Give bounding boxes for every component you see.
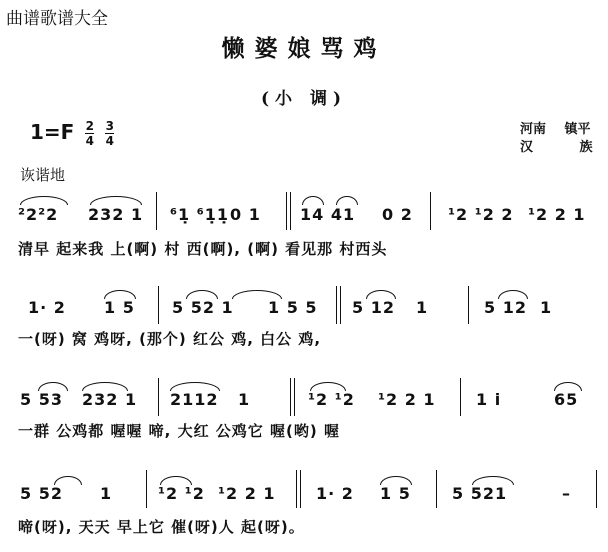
note-group: ¹2 2 1 (218, 484, 276, 503)
note-group: 1 (100, 484, 113, 503)
time-signature-2-4 (85, 120, 94, 147)
origin-ethnic: 汉 (520, 140, 534, 155)
note-group: ¹2 2 1 (378, 390, 436, 409)
origin-place: 河南 (520, 122, 547, 137)
note-group: ¹2 ¹2 2 (448, 205, 514, 224)
tempo-marking: 诙谐地 (20, 166, 66, 184)
note-group: 1 5 (380, 484, 411, 503)
origin-collector: 镇平 (564, 122, 591, 137)
lyrics-line-1: 清早 起来我 上(啊) 村 西(啊), (啊) 看见那 村西头 (18, 240, 388, 258)
key-text: 1=F (30, 120, 75, 144)
note-group: 5 12 (484, 298, 527, 317)
song-subtitle: (小 调) (260, 89, 347, 109)
note-group: 2112 (170, 390, 219, 409)
key-signature (30, 120, 114, 147)
origin-line-1 (520, 118, 591, 137)
note-group: 5 12 (352, 298, 395, 317)
note-group: 1· 2 (28, 298, 66, 317)
note-group: ⁶1̣ ⁶1̣1̣ (170, 205, 229, 224)
note-group: 5 53 (20, 390, 63, 409)
origin-ethnic-suffix: 族 (579, 140, 593, 155)
lyrics-line-2: 一(呀) 窝 鸡呀, (那个) 红公 鸡, 白公 鸡, (18, 330, 322, 348)
note-group: 1 5 (104, 298, 135, 317)
note-group: 1 (540, 298, 553, 317)
note-group: 0 2 (382, 205, 413, 224)
lyrics-line-4: 啼(呀), 天天 早上它 催(呀)人 起(呀)。 (18, 518, 305, 536)
note-group: 1 (416, 298, 429, 317)
note-group: ²2²2 (18, 205, 59, 224)
note-group: 1 i (476, 390, 502, 409)
note-group: 1 (238, 390, 251, 409)
note-group: ¹2 2 1 (528, 205, 586, 224)
note-group: – (562, 484, 571, 503)
note-group: 5 52 1 (172, 298, 234, 317)
note-group: 65 (554, 390, 579, 409)
site-name: 曲谱歌谱大全 (6, 9, 108, 29)
note-group: 1 5 5 (268, 298, 318, 317)
note-group: 5 521 (452, 484, 508, 503)
note-group: 232 1 (88, 205, 144, 224)
note-group: ¹2 ¹2 (308, 390, 355, 409)
note-group: 0 1 (230, 205, 261, 224)
note-group: 14 41 (300, 205, 356, 224)
time-den: 4 (105, 134, 114, 148)
lyrics-line-3: 一群 公鸡都 喔喔 啼, 大红 公鸡它 喔(哟) 喔 (18, 422, 340, 440)
song-title: 懒婆娘骂鸡 (221, 35, 387, 62)
time-num: 2 (85, 119, 94, 133)
time-num: 3 (105, 119, 114, 133)
time-signature-3-4 (105, 120, 114, 147)
origin-line-2 (520, 136, 593, 155)
note-group: ¹2 ¹2 (158, 484, 205, 503)
note-group: 5 52 (20, 484, 63, 503)
note-group: 1· 2 (316, 484, 354, 503)
time-den: 4 (85, 134, 94, 148)
note-group: 232 1 (82, 390, 138, 409)
